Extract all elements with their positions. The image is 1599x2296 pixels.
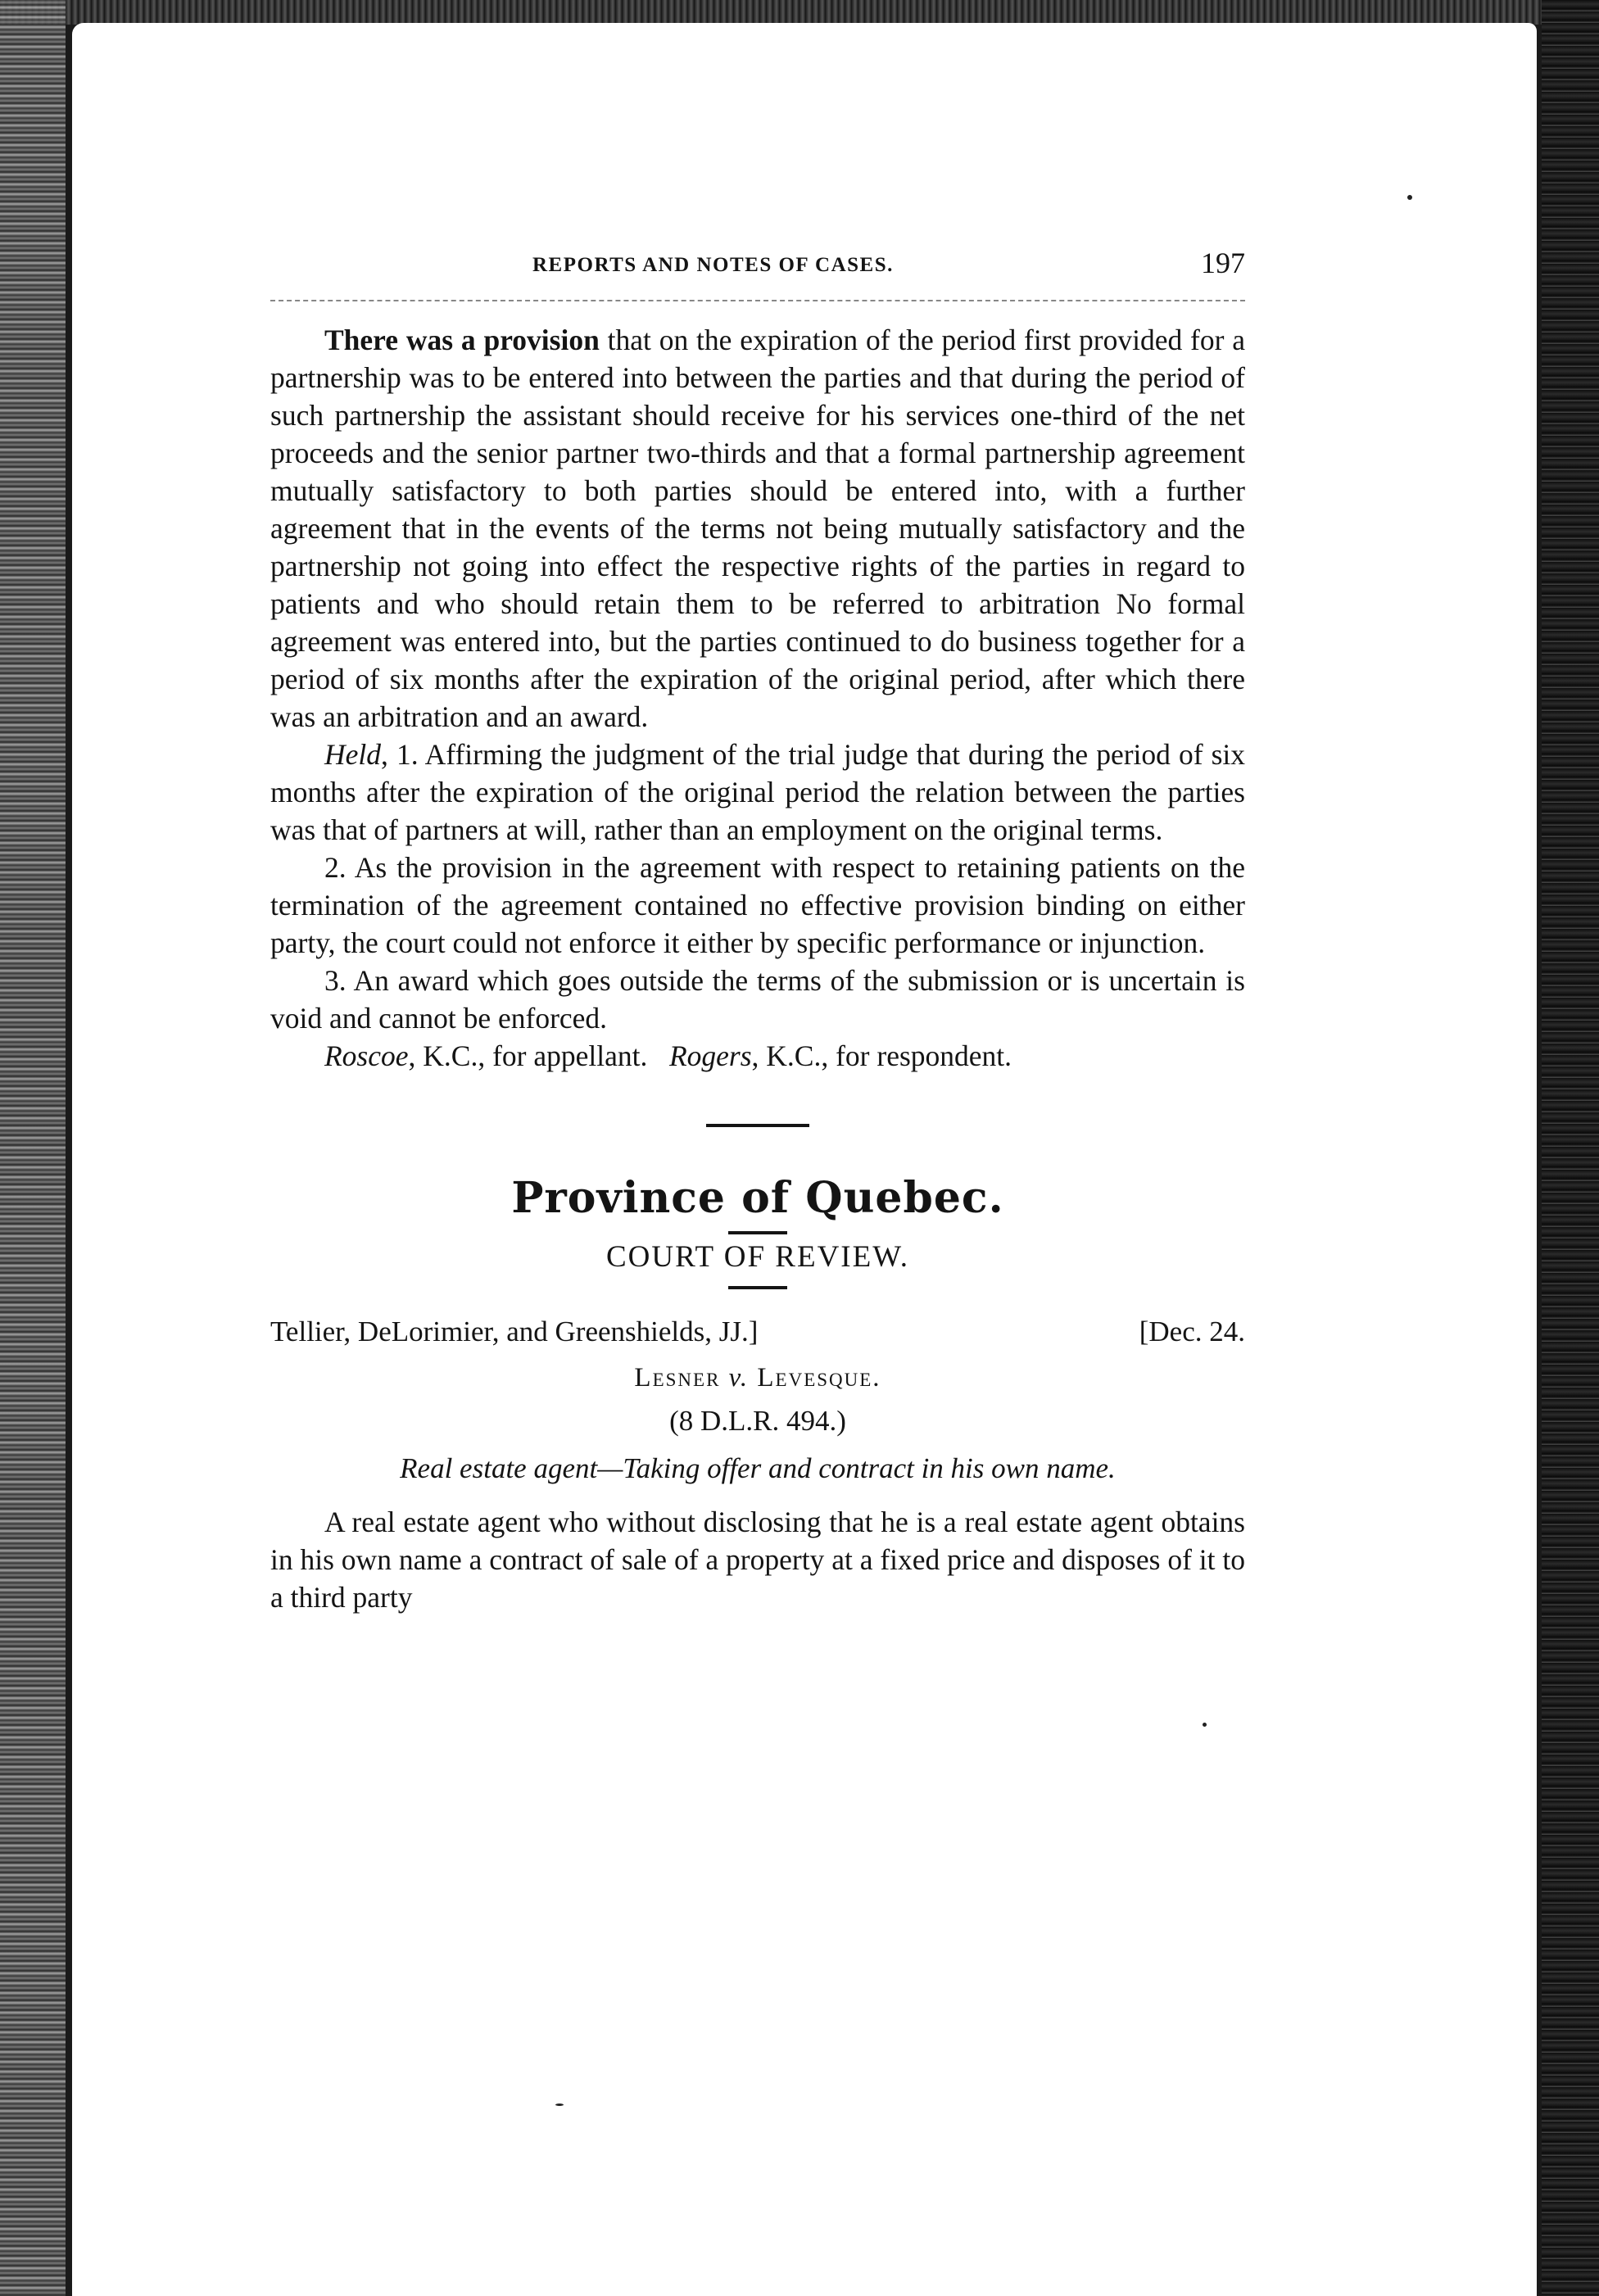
counsel-respondent-name: Rogers [668, 1039, 752, 1072]
case-plaintiff: Lesner [634, 1363, 721, 1393]
headnote: Real estate agent—Taking offer and contract in his own name. [400, 1452, 1116, 1484]
judges-row [270, 1316, 1245, 1348]
case-opening [270, 1503, 1245, 1616]
point-3-paragraph: 3. An award which goes outside the terms of the submission or is uncertain is void and cannot be enforced. [270, 964, 1245, 1035]
page-number: 197 [1201, 247, 1245, 279]
provision-paragraph [270, 321, 1245, 736]
judges: Tellier, DeLorimier, and Greenshields, JJ.] [270, 1316, 759, 1347]
case-versus: v. [728, 1363, 750, 1393]
heading-rule [728, 1231, 787, 1234]
scan-left-edge [0, 0, 66, 2296]
case-name [270, 1363, 1245, 1393]
scan-top-edge [0, 0, 1599, 25]
point-2-paragraph: 2. As the provision in the agreement with respect to retaining patients on the termination of the agreement contained no effective provision binding on either party, the court could not enforce it either by specific performance or injunction. [270, 851, 1245, 959]
counsel-line [270, 1037, 1245, 1075]
case-defendant: Levesque. [757, 1363, 881, 1393]
decision-date: [Dec. 24. [1139, 1316, 1245, 1347]
provision-text: that on the expiration of the period first provided for a partnership was to be entered into between the parties and that during the period of such partnership the assistant should receive for his services one-third of the net proceeds and the senior partner two-thirds and that a formal partnership agreement mutually satisfactory to both parties should be entered into, with a further agreement that in the events of the terms not being mutually satisfactory and the partnership not going into effect the respective rights of the parties in regard to patients and who should retain them to be referred to arbitration No formal agreement was entered into, but the parties continued to do business together for a period of six months after the expiration of the original period, after which there was an arbitration and an award. [270, 324, 1245, 733]
counsel-respondent-text: , K.C., for respondent. [751, 1039, 1012, 1072]
page-content [270, 246, 1245, 1616]
held-label: Held [324, 738, 382, 771]
ink-speck [1203, 1723, 1207, 1727]
citation: (8 D.L.R. 494.) [669, 1405, 846, 1437]
province-heading: Province of Quebec. [511, 1173, 1004, 1223]
counsel-appellant-text: , K.C., for appellant. [408, 1039, 648, 1072]
section-separator [706, 1124, 809, 1127]
opening-paragraph: A real estate agent who without disclosing that he is a real estate agent obtains in his own name a contract of sale of a property at a fixed price and disposes of it to a third party [270, 1506, 1245, 1614]
court-heading: COURT OF REVIEW. [605, 1240, 909, 1274]
held-paragraph [270, 736, 1245, 849]
running-head-title: REPORTS AND NOTES OF CASES. [532, 254, 894, 276]
case-summary [270, 321, 1245, 1075]
provision-lead: There was a provision [324, 324, 600, 356]
court-rule [728, 1286, 787, 1289]
head-rule [270, 300, 1245, 301]
scan-right-edge [1542, 0, 1599, 2296]
ink-speck [1407, 195, 1412, 200]
held-text: , 1. Affirming the judgment of the trial judge that during the period of six months after the expiration of the original period the relation between the parties was that of partners at will, rather than an employment on the original terms. [270, 738, 1245, 846]
running-head [270, 246, 1245, 279]
counsel-appellant-name: Roscoe [324, 1039, 409, 1072]
ink-speck [555, 2104, 564, 2106]
